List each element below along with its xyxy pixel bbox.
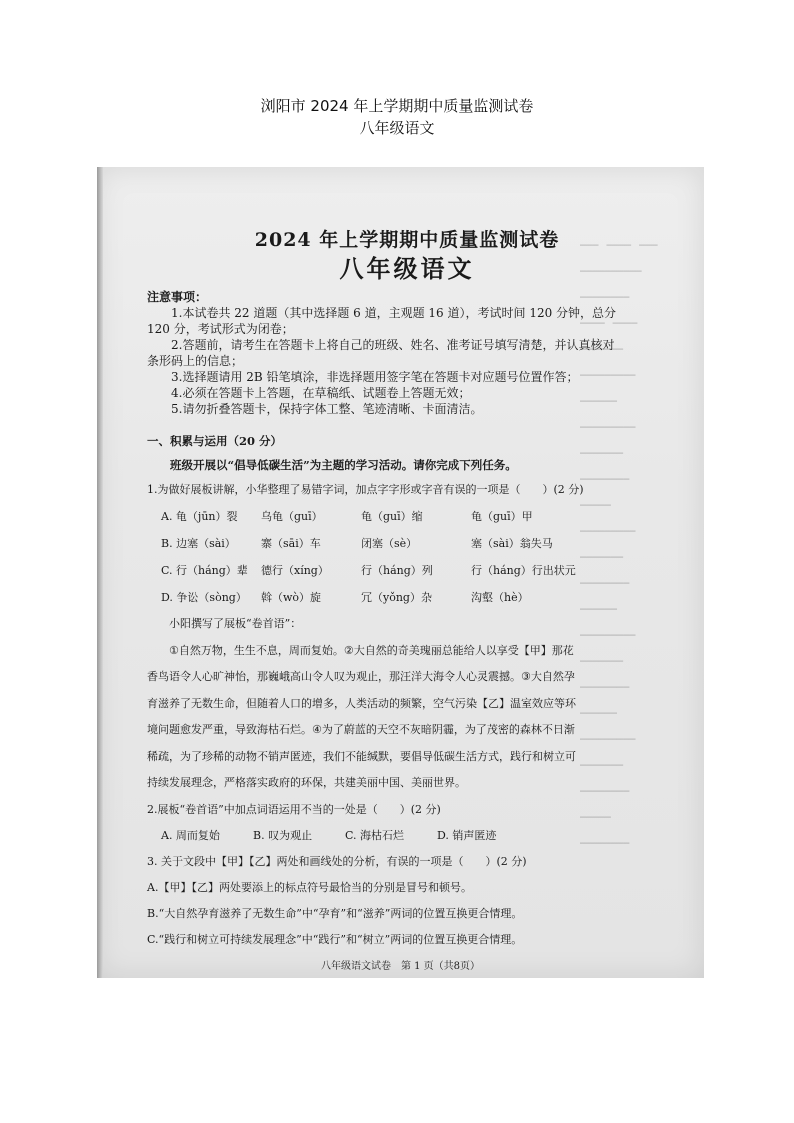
- q2-option: B. 叹为观止: [253, 828, 313, 842]
- passage-line: ①自然万物，生生不息，周而复始。②大自然的奇美瑰丽总能给人以享受【甲】那花: [169, 643, 574, 657]
- q1-option: 龟（guī）甲: [471, 510, 533, 523]
- q1-option: 斡（wò）旋: [261, 591, 322, 604]
- notice-item: 2.答题前，请考生在答题卡上将自己的班级、姓名、准考证号填写清楚，并认真核对: [171, 338, 615, 352]
- q1-option: 行（háng）行出状元: [471, 564, 576, 577]
- notice-title: 注意事项：: [147, 290, 208, 304]
- q3-option: C.“践行和树立可持续发展理念”中“践行”和“树立”两词的位置互换更合情理。: [147, 932, 523, 946]
- q1-option-row: [147, 503, 667, 530]
- q1-option: C. 行（háng）辈: [161, 564, 248, 577]
- passage-line: 境问题愈发严重，导致海枯石烂。④为了蔚蓝的天空不灰暗阴霾，为了茂密的森林不日渐: [147, 723, 575, 736]
- passage-intro: 小阳撰写了展板“卷首语”：: [169, 617, 302, 630]
- notice-item: 条形码上的信息；: [147, 354, 244, 368]
- q1-option-row: [147, 557, 667, 584]
- q1-option-row: [147, 530, 667, 557]
- q1-option: 闭塞（sè）: [361, 537, 418, 550]
- q1-option: 龟（guī）缩: [361, 510, 423, 523]
- task-intro: 班级开展以“倡导低碳生活”为主题的学习活动。请你完成下列任务。: [170, 458, 517, 472]
- q1-option-row: [147, 584, 667, 611]
- question-1: 1.为做好展板讲解，小华整理了易错字词，加点字字形或字音有误的一项是（ ）(2 分): [147, 483, 584, 496]
- page-header: [0, 95, 794, 139]
- passage-line: 持续发展理念，严格落实政府的环保，共建美丽中国、美丽世界。: [147, 776, 466, 789]
- bleed-through-text: ▔▔▔ ▔▔▔▔ ▔▔▔ ▔▔▔▔▔▔▔▔▔▔ ▔▔▔▔▔▔▔▔ ▔▔▔▔ ▔▔▔▔ ▔▔▔▔▔▔▔ ▔▔▔▔▔▔▔▔▔ ▔▔▔▔▔▔ ▔▔▔▔▔▔▔▔▔ ▔▔▔▔▔▔▔ ▔▔▔▔▔▔▔▔ ▔▔▔▔▔ ▔▔▔▔▔▔▔▔▔ ▔▔▔▔▔▔▔ ▔▔▔▔▔▔▔▔ ▔▔▔▔▔▔ ▔▔▔▔▔▔▔▔▔ ▔▔▔▔▔▔▔ ▔▔▔▔▔▔▔▔ ▔▔▔▔▔▔ ▔▔▔▔▔▔▔▔▔ ▔▔▔▔▔▔▔ ▔▔▔▔▔▔▔▔ ▔▔▔▔▔ ▔▔▔▔▔▔▔▔: [580, 245, 658, 852]
- q3-option: B.“大自然孕育滋养了无数生命”中“孕育”和“滋养”两词的位置互换更合情理。: [147, 906, 523, 920]
- page-footer: 八年级语文试卷 第 1 页（共8页）: [320, 961, 481, 972]
- q1-option: 寨（sāi）车: [261, 537, 321, 550]
- section-heading: 一、积累与运用（20 分）: [147, 434, 283, 448]
- notice-item: 4.必须在答题卡上答题，在草稿纸、试题卷上答题无效；: [171, 386, 471, 400]
- q1-option: 沟壑（hè）: [471, 591, 529, 604]
- notice-item: 120 分，考试形式为闭卷；: [147, 322, 294, 336]
- header-title: 浏阳市 2024 年上学期期中质量监测试卷: [260, 97, 534, 115]
- q2-option: D. 销声匿迹: [437, 828, 497, 842]
- question-2: 2.展板“卷首语”中加点词语运用不当的一处是（ ）(2 分): [147, 802, 441, 816]
- notice-item: 5.请勿折叠答题卡，保持字体工整、笔迹清晰、卡面清洁。: [171, 402, 483, 416]
- exam-title: 2024 年上学期期中质量监测试卷: [254, 229, 560, 251]
- exam-photo: [97, 167, 704, 978]
- q2-option-row: [147, 823, 667, 849]
- q1-option: 乌龟（guī）: [261, 510, 323, 523]
- header-subtitle: 八年级语文: [359, 119, 435, 137]
- q1-option: A. 龟（jūn）裂: [161, 510, 238, 523]
- q1-option: 德行（xíng）: [261, 564, 329, 577]
- notice-list: [147, 305, 667, 417]
- passage-line: 育滋养了无数生命，但随着人口的增多，人类活动的频繁，空气污染【乙】温室效应等环: [147, 696, 576, 710]
- notice-item: 3.选择题请用 2B 铅笔填涂，非选择题用签字笔在答题卡对应题号位置作答；: [171, 370, 579, 384]
- notice-item: 1.本试卷共 22 道题（其中选择题 6 道，主观题 16 道），考试时间 120 分钟，总分: [171, 306, 617, 320]
- q2-option: A. 周而复始: [161, 828, 220, 842]
- passage-line: 香鸟语令人心旷神怡，那巍峨高山令人叹为观止，那汪洋大海令人心灵震撼。③大自然孕: [147, 670, 575, 683]
- passage-line: 稀疏，为了珍稀的动物不销声匿迹，我们不能缄默，要倡导低碳生活方式，践行和树立可: [147, 749, 576, 763]
- q1-option: 冗（yǒng）杂: [361, 591, 432, 604]
- q3-option: A.【甲】【乙】两处要添上的标点符号最恰当的分别是冒号和顿号。: [147, 880, 472, 894]
- q1-option: B. 边塞（sài）: [161, 537, 236, 550]
- exam-subject: 八年级语文: [339, 254, 475, 283]
- exam-content: [147, 227, 667, 953]
- q1-option: 塞（sài）翁失马: [471, 537, 553, 550]
- q1-option: 行（háng）列: [361, 564, 433, 577]
- question-3: 3. 关于文段中【甲】【乙】两处和画线处的分析，有误的一项是（ ）(2 分): [147, 854, 527, 868]
- passage: [147, 638, 667, 797]
- q1-option: D. 争讼（sòng）: [161, 591, 247, 604]
- q2-option: C. 海枯石烂: [345, 828, 405, 842]
